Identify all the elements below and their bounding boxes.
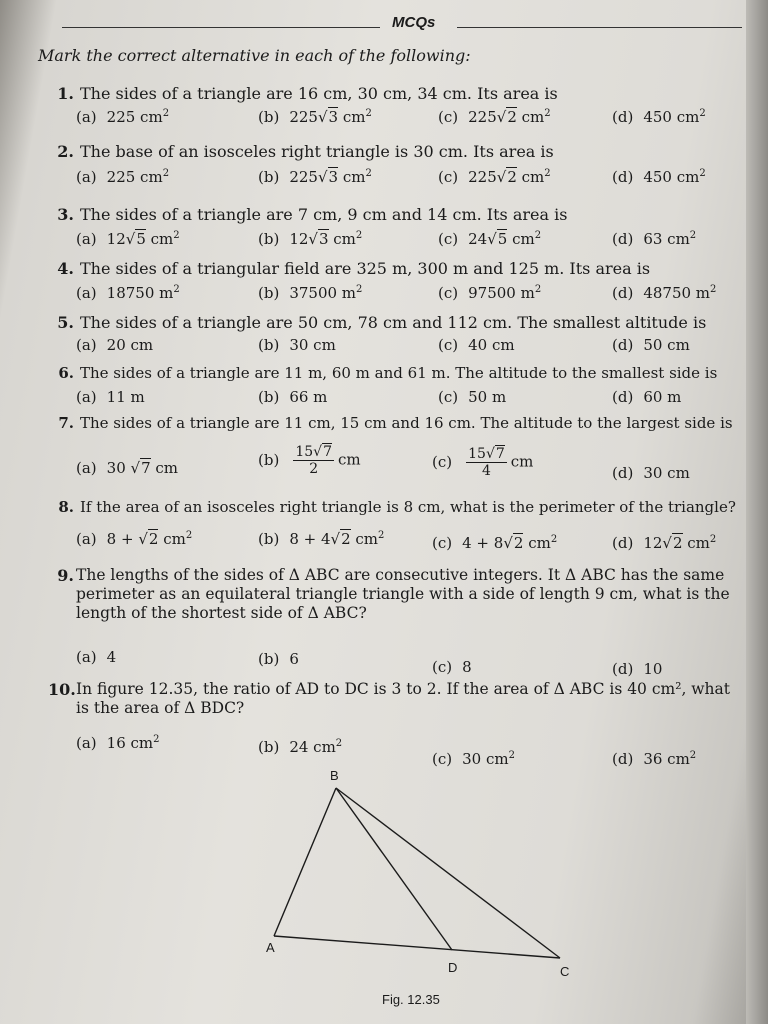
option-a[interactable]: (a) 8 + √2 $cm^2$: [76, 530, 193, 548]
header-rule-left: [62, 27, 380, 28]
instruction: Mark the correct alternative in each of the following:: [38, 46, 471, 65]
question-1: 1. The sides of a triangle are 16 cm, 30 cm, 34 cm. Its area is: [57, 84, 558, 103]
option-d[interactable]: (d) 12√2 $cm^2$: [612, 534, 717, 552]
question-text: In figure 12.35, the ratio of AD to DC is 3 to 2. If the area of Δ ABC is 40 cm², what is the area of Δ BDC?: [76, 680, 731, 717]
option-d[interactable]: (d) 36 $cm^2$: [612, 750, 697, 768]
option-b[interactable]: (b) 24 $cm^2$: [258, 738, 343, 756]
question-text: The sides of a triangle are 7 cm, 9 cm and 14 cm. Its area is: [80, 205, 568, 224]
point-a-label: A: [266, 940, 275, 955]
option-b[interactable]: (b) 225√3 $cm^2$: [258, 168, 372, 186]
option-c[interactable]: (c) 4 + 8√2 $cm^2$: [432, 534, 558, 552]
option-b[interactable]: (b) 8 + 4√2 $cm^2$: [258, 530, 385, 548]
question-text: The sides of a triangular field are 325 m, 300 m and 125 m. Its area is: [80, 259, 651, 278]
option-c[interactable]: (c) 50 m: [438, 388, 507, 406]
option-d[interactable]: (d) 48750 $m^2$: [612, 284, 717, 302]
question-text: If the area of an isosceles right triangle is 8 cm, what is the perimeter of the triangle?: [80, 498, 736, 516]
option-c[interactable]: (c) 97500 $m^2$: [438, 284, 542, 302]
option-c[interactable]: (c) $\frac{15√7}{4}$ cm: [432, 446, 534, 479]
option-a[interactable]: (a) 30 √7 cm: [76, 459, 179, 477]
question-9: 9.: [57, 566, 74, 585]
option-c[interactable]: (c) 24√5 $cm^2$: [438, 230, 542, 248]
option-a[interactable]: (a) 225 $cm^2$: [76, 108, 170, 126]
question-2: 2. The base of an isosceles right triangle is 30 cm. Its area is: [57, 142, 554, 161]
side-ac: [274, 936, 560, 958]
option-a[interactable]: (a) 20 cm: [76, 336, 154, 354]
question-7: 7. The sides of a triangle are 11 cm, 15 cm and 16 cm. The altitude to the largest side is: [58, 414, 733, 432]
option-c[interactable]: (c) 40 cm: [438, 336, 515, 354]
question-text: The sides of a triangle are 16 cm, 30 cm, 34 cm. Its area is: [80, 84, 558, 103]
option-b[interactable]: (b) 225√3 $cm^2$: [258, 108, 372, 126]
figure-12-35: [260, 760, 590, 1014]
question-text: The base of an isosceles right triangle is 30 cm. Its area is: [80, 142, 554, 161]
question-text: The lengths of the sides of Δ ABC are consecutive integers. It Δ ABC has the same perimeter as an equilateral triangle triangle with a side of length 9 cm, what is the length of the shortest side of Δ ABC?: [76, 566, 730, 622]
section-title: MCQs: [392, 14, 436, 31]
page-edge: [746, 0, 768, 1024]
question-10: 10.: [48, 680, 76, 699]
option-d[interactable]: (d) 63 $cm^2$: [612, 230, 697, 248]
option-a[interactable]: (a) 11 m: [76, 388, 145, 406]
option-a[interactable]: (a) 12√5 $cm^2$: [76, 230, 180, 248]
segment-bd: [336, 788, 452, 950]
question-8: 8. If the area of an isosceles right triangle is 8 cm, what is the perimeter of the triangle?: [58, 498, 736, 516]
option-d[interactable]: (d) 10: [612, 660, 663, 678]
side-ab: [274, 788, 336, 936]
point-b-label: B: [330, 768, 339, 783]
side-bc: [336, 788, 560, 958]
option-a[interactable]: (a) 18750 $m^2$: [76, 284, 180, 302]
option-b[interactable]: (b) $\frac{15√7}{2}$ cm: [258, 444, 361, 477]
point-d-label: D: [448, 960, 458, 975]
question-text: The sides of a triangle are 11 cm, 15 cm and 16 cm. The altitude to the largest side is: [80, 414, 733, 432]
question-3: 3. The sides of a triangle are 7 cm, 9 cm and 14 cm. Its area is: [57, 205, 568, 224]
question-4: 4. The sides of a triangular field are 325 m, 300 m and 125 m. Its area is: [57, 259, 651, 278]
option-b[interactable]: (b) 30 cm: [258, 336, 336, 354]
question-5: 5. The sides of a triangle are 50 cm, 78 cm and 112 cm. The smallest altitude is: [57, 313, 707, 332]
point-c-label: C: [560, 964, 570, 979]
option-c[interactable]: (c) 30 $cm^2$: [432, 750, 515, 768]
option-b[interactable]: (b) 66 m: [258, 388, 328, 406]
option-d[interactable]: (d) 30 cm: [612, 464, 690, 482]
option-d[interactable]: (d) 60 m: [612, 388, 682, 406]
option-b[interactable]: (b) 12√3 $cm^2$: [258, 230, 363, 248]
option-c[interactable]: (c) 225√2 $cm^2$: [438, 108, 551, 126]
option-d[interactable]: (d) 50 cm: [612, 336, 690, 354]
option-c[interactable]: (c) 8: [432, 658, 472, 676]
option-b[interactable]: (b) 6: [258, 650, 299, 668]
option-c[interactable]: (c) 225√2 $cm^2$: [438, 168, 551, 186]
option-a[interactable]: (a) 4: [76, 648, 117, 666]
option-b[interactable]: (b) 37500 $m^2$: [258, 284, 363, 302]
header-rule-right: [457, 27, 742, 28]
question-text: The sides of a triangle are 11 m, 60 m and 61 m. The altitude to the smallest side is: [80, 364, 718, 382]
triangle-diagram: [260, 760, 590, 1010]
option-a[interactable]: (a) 225 $cm^2$: [76, 168, 170, 186]
figure-caption: Fig. 12.35: [382, 992, 440, 1007]
question-text: The sides of a triangle are 50 cm, 78 cm and 112 cm. The smallest altitude is: [80, 313, 707, 332]
option-d[interactable]: (d) 450 $cm^2$: [612, 108, 706, 126]
option-a[interactable]: (a) 16 $cm^2$: [76, 734, 160, 752]
question-6: 6. The sides of a triangle are 11 m, 60 m and 61 m. The altitude to the smallest side is: [58, 364, 718, 382]
section-header: [62, 14, 742, 38]
option-d[interactable]: (d) 450 $cm^2$: [612, 168, 706, 186]
